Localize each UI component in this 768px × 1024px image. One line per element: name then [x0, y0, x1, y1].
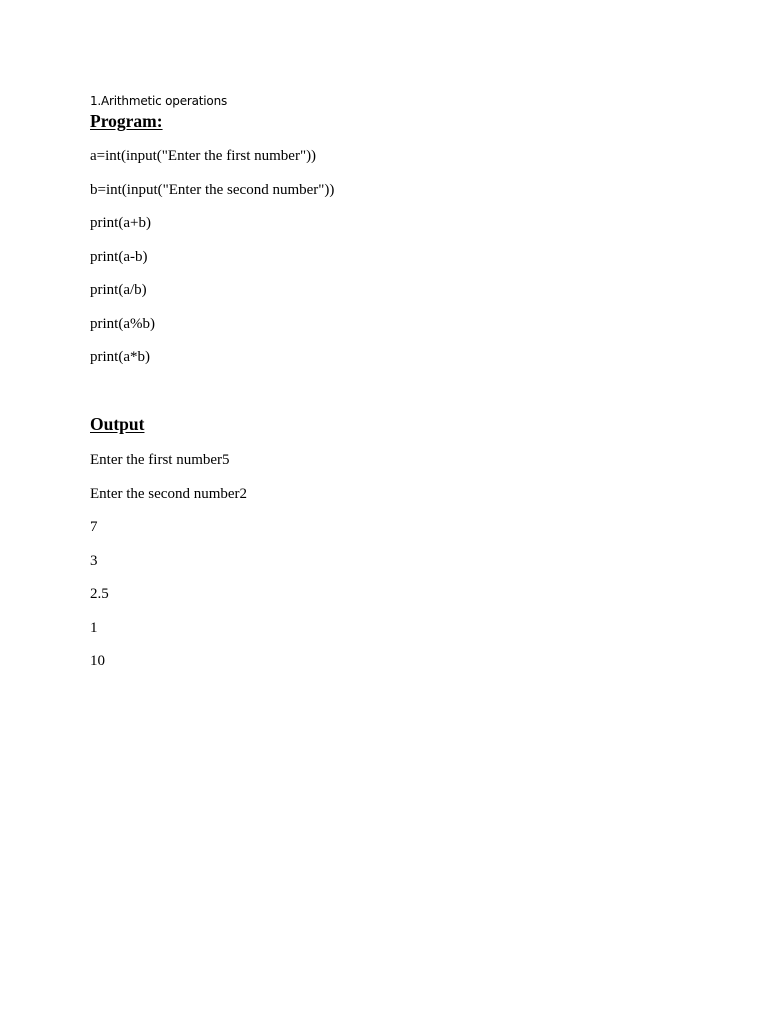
output-line: Enter the first number5 [90, 452, 230, 468]
program-code-line: print(a%b) [90, 315, 155, 332]
output-line: 10 [90, 653, 105, 669]
output-line: 1 [90, 619, 98, 636]
program-heading: Program: [90, 111, 163, 131]
output-line: 3 [90, 552, 98, 569]
program-code-line: print(a-b) [90, 248, 148, 265]
output-block [90, 450, 247, 685]
program-code-line: print(a+b) [90, 215, 151, 231]
output-line: Enter the second number2 [90, 485, 248, 502]
document-title: 1.Arithmetic operations [90, 94, 228, 108]
program-code-block [90, 146, 334, 381]
program-code-line: a=int(input("Enter the first number")) [90, 148, 317, 164]
output-line: 2.5 [90, 586, 109, 602]
output-heading: Output [90, 414, 145, 434]
program-code-line: print(a/b) [90, 282, 147, 298]
output-line: 7 [90, 519, 98, 535]
program-code-line: print(a*b) [90, 349, 150, 365]
program-code-line: b=int(input("Enter the second number")) [90, 181, 335, 198]
